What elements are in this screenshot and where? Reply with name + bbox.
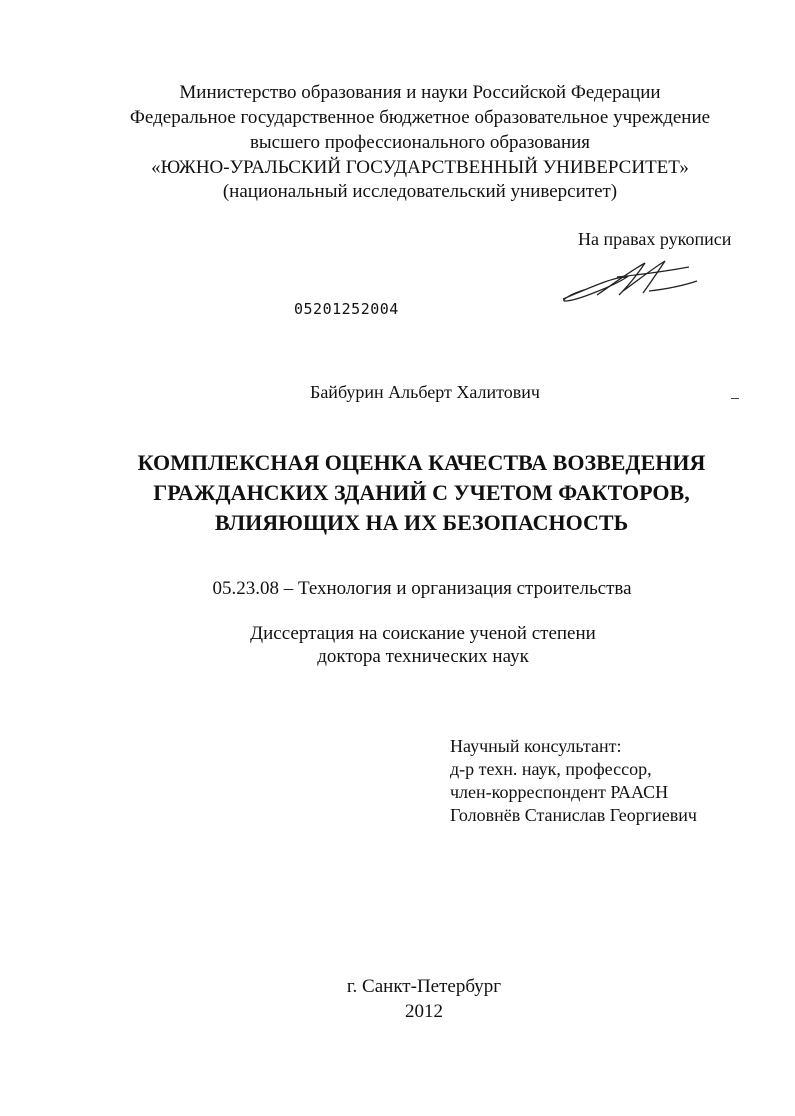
- consultant-block: [450, 735, 697, 827]
- title-line-1: КОМПЛЕКСНАЯ ОЦЕНКА КАЧЕСТВА ВОЗВЕДЕНИЯ: [137, 450, 706, 475]
- degree-line-2: доктора технических наук: [317, 646, 529, 667]
- registration-number: 05201252004: [294, 300, 399, 318]
- dissertation-title: [0, 448, 795, 538]
- consultant-label: Научный консультант:: [450, 736, 622, 756]
- degree-line-1: Диссертация на соискание ученой степени: [250, 623, 596, 644]
- city: г. Санкт-Петербург: [346, 976, 502, 997]
- institution-type-line: Федеральное государственное бюджетное образовательное учреждение: [129, 107, 711, 128]
- consultant-membership: член-корреспондент РААСН: [450, 782, 669, 802]
- margin-mark: [731, 398, 739, 399]
- title-line-3: ВЛИЯЮЩИХ НА ИХ БЕЗОПАСНОСТЬ: [214, 510, 629, 535]
- title-line-2: ГРАЖДАНСКИХ ЗДАНИЙ С УЧЕТОМ ФАКТОРОВ,: [153, 480, 690, 505]
- consultant-name: Головнёв Станислав Георгиевич: [450, 805, 697, 825]
- university-status: (национальный исследовательский университет): [222, 181, 618, 202]
- year: 2012: [405, 1001, 443, 1022]
- footer-block: [0, 974, 795, 1024]
- manuscript-note: На правах рукописи: [578, 229, 732, 249]
- consultant-degree: д-р техн. наук, профессор,: [450, 759, 652, 779]
- specialty-code: 05.23.08 – Технология и организация строительства: [212, 578, 632, 599]
- degree-block: [0, 622, 795, 668]
- signature-icon: [557, 255, 702, 310]
- author-name: Байбурин Альберт Халитович: [309, 382, 540, 402]
- education-level-line: высшего профессионального образования: [249, 132, 591, 153]
- ministry-line: Министерство образования и науки Российской Федерации: [179, 82, 661, 103]
- university-name: «ЮЖНО-УРАЛЬСКИЙ ГОСУДАРСТВЕННЫЙ УНИВЕРСИТЕТ»: [151, 157, 689, 178]
